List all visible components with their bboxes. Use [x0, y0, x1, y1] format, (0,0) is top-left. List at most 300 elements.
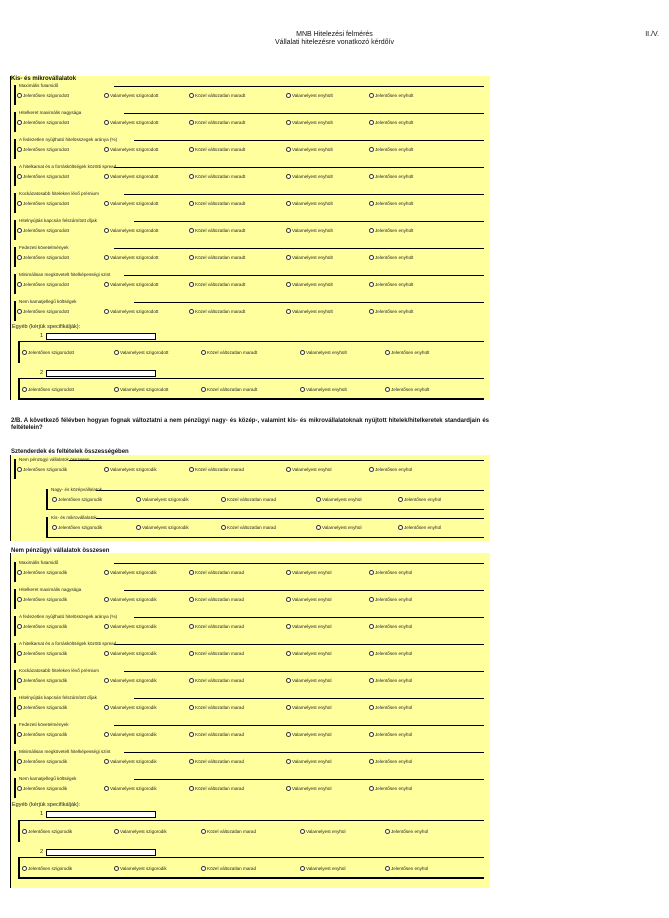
option-label: Jelentősen szigorodott	[28, 387, 74, 392]
radio-icon[interactable]	[286, 786, 291, 791]
section1-other-1-option-2[interactable]	[114, 350, 168, 355]
section3-row-4-option-3[interactable]	[189, 651, 244, 656]
radio-icon[interactable]	[369, 705, 374, 710]
section3-row-7-option-3[interactable]	[189, 732, 244, 737]
option-label: Valamelyest enyhül	[292, 597, 332, 602]
section1-row-8-option-3[interactable]	[189, 282, 245, 287]
radio-icon[interactable]	[136, 497, 141, 502]
section2-total-label: Nem pénzügyi vállalatok összesen	[19, 457, 90, 462]
section3-other-1-option-5[interactable]	[385, 829, 428, 834]
section3-other-1-option-2[interactable]	[114, 829, 167, 834]
section3-row-4-option-1[interactable]	[17, 651, 67, 656]
radio-icon[interactable]	[104, 201, 109, 206]
section1-row-1-option-4[interactable]	[286, 93, 333, 98]
radio-icon[interactable]	[385, 866, 390, 871]
radio-icon[interactable]	[286, 597, 291, 602]
section2-large-option-3[interactable]	[221, 497, 276, 502]
radio-icon[interactable]	[17, 570, 22, 575]
radio-icon[interactable]	[114, 350, 119, 355]
section3-row-3-option-1[interactable]	[17, 624, 67, 629]
section3-row-1-option-5[interactable]	[369, 570, 412, 575]
radio-icon[interactable]	[17, 786, 22, 791]
section2-large-option-4[interactable]	[316, 497, 362, 502]
section3-row	[14, 749, 484, 773]
radio-icon[interactable]	[17, 282, 22, 287]
section2-small-option-1[interactable]	[52, 525, 102, 530]
option-label: Közel változatlan maradt	[195, 228, 246, 233]
page-number: II./V.	[645, 31, 659, 38]
radio-icon[interactable]	[369, 467, 374, 472]
section1-row-9-option-5[interactable]	[369, 309, 413, 314]
radio-icon[interactable]	[22, 387, 27, 392]
section2-large-option-1[interactable]	[52, 497, 102, 502]
section1-other-2-option-5[interactable]	[385, 387, 429, 392]
section3-row-7-option-4[interactable]	[286, 732, 332, 737]
radio-icon[interactable]	[22, 866, 27, 871]
radio-icon[interactable]	[221, 497, 226, 502]
radio-icon[interactable]	[286, 147, 291, 152]
section1-row-7-option-5[interactable]	[369, 255, 413, 260]
option-label: Valamelyest szigorodott	[120, 387, 169, 392]
section3-other-2-option-2[interactable]	[114, 866, 167, 871]
section1-row-3-option-4[interactable]	[286, 147, 333, 152]
section1-row-2-option-3[interactable]	[189, 120, 245, 125]
section1-row-3-option-5[interactable]	[369, 147, 413, 152]
radio-icon[interactable]	[286, 467, 291, 472]
section1-row-3-option-1[interactable]	[17, 147, 69, 152]
option-label: Közel változatlan marad	[227, 497, 277, 502]
section3-row-label: Hitelkeret maximális nagysága	[19, 587, 82, 592]
radio-icon[interactable]	[201, 350, 206, 355]
radio-icon[interactable]	[104, 147, 109, 152]
section1-row-6-option-3[interactable]	[189, 228, 245, 233]
option-label: Valamelyest szigorodik	[120, 866, 167, 871]
radio-icon[interactable]	[136, 525, 141, 530]
section1-row-6-option-1[interactable]	[17, 228, 69, 233]
radio-icon[interactable]	[189, 309, 194, 314]
section3-row-1-option-4[interactable]	[286, 570, 332, 575]
section1-row-6-option-2[interactable]	[104, 228, 158, 233]
option-label: Jelentősen enyhül	[375, 597, 413, 602]
radio-icon[interactable]	[189, 597, 194, 602]
option-label: Valamelyest enyhül	[292, 705, 332, 710]
option-label: Jelentősen enyhült	[375, 201, 414, 206]
radio-icon[interactable]	[369, 255, 374, 260]
radio-icon[interactable]	[189, 120, 194, 125]
section3-row-5-option-4[interactable]	[286, 678, 332, 683]
radio-icon[interactable]	[17, 678, 22, 683]
section1-row-3-option-3[interactable]	[189, 147, 245, 152]
section3-other-2-option-5[interactable]	[385, 866, 428, 871]
section3-row-8-option-3[interactable]	[189, 759, 244, 764]
radio-icon[interactable]	[369, 759, 374, 764]
section3-row-6-option-1[interactable]	[17, 705, 67, 710]
radio-icon[interactable]	[114, 866, 119, 871]
radio-icon[interactable]	[286, 570, 291, 575]
radio-icon[interactable]	[286, 678, 291, 683]
radio-icon[interactable]	[189, 282, 194, 287]
radio-icon[interactable]	[369, 732, 374, 737]
section3-row-4-option-5[interactable]	[369, 651, 412, 656]
radio-icon[interactable]	[369, 201, 374, 206]
radio-icon[interactable]	[104, 120, 109, 125]
section1-row-7-option-1[interactable]	[17, 255, 69, 260]
section1-row-1-option-3[interactable]	[189, 93, 245, 98]
section3-row-6-option-4[interactable]	[286, 705, 332, 710]
section3-row-8-option-4[interactable]	[286, 759, 332, 764]
section3-row-6-option-3[interactable]	[189, 705, 244, 710]
section1-row-5-option-2[interactable]	[104, 201, 158, 206]
section1-row-4-option-4[interactable]	[286, 174, 333, 179]
radio-icon[interactable]	[189, 201, 194, 206]
section1-row-4-option-3[interactable]	[189, 174, 245, 179]
radio-icon[interactable]	[104, 570, 109, 575]
radio-icon[interactable]	[104, 93, 109, 98]
radio-icon[interactable]	[398, 497, 403, 502]
radio-icon[interactable]	[369, 570, 374, 575]
section1-row-8-option-4[interactable]	[286, 282, 333, 287]
option-label: Jelentősen enyhült	[391, 350, 430, 355]
section3-row-9-option-5[interactable]	[369, 786, 412, 791]
radio-icon[interactable]	[104, 786, 109, 791]
section1-row-7-option-3[interactable]	[189, 255, 245, 260]
radio-icon[interactable]	[114, 387, 119, 392]
section3-row-2-option-2[interactable]	[104, 597, 157, 602]
section3-row-5-option-2[interactable]	[104, 678, 157, 683]
section1-row-3-option-2[interactable]	[104, 147, 158, 152]
section3-row-9-option-1[interactable]	[17, 786, 67, 791]
section3-row-2-option-4[interactable]	[286, 597, 332, 602]
section3-row-6-option-5[interactable]	[369, 705, 412, 710]
radio-icon[interactable]	[17, 228, 22, 233]
radio-icon[interactable]	[189, 570, 194, 575]
section3-other-row-2	[18, 857, 484, 879]
section1-row-7-option-4[interactable]	[286, 255, 333, 260]
section1-row-8-option-1[interactable]	[17, 282, 69, 287]
radio-icon[interactable]	[300, 387, 305, 392]
option-label: Valamelyest enyhült	[292, 174, 333, 179]
option-label: Közel változatlan marad	[227, 525, 277, 530]
section3-other-input-2[interactable]	[46, 849, 156, 856]
section3-row-4-option-4[interactable]	[286, 651, 332, 656]
option-label: Jelentősen szigorodik	[28, 829, 73, 834]
radio-icon[interactable]	[300, 866, 305, 871]
section1-other-1-option-3[interactable]	[201, 350, 257, 355]
section1-row-9-option-2[interactable]	[104, 309, 158, 314]
radio-icon[interactable]	[104, 467, 109, 472]
radio-icon[interactable]	[286, 228, 291, 233]
section3-row-2-option-1[interactable]	[17, 597, 67, 602]
section2-title: Sztenderdek és feltételek összességében	[11, 449, 129, 455]
radio-icon[interactable]	[286, 174, 291, 179]
radio-icon[interactable]	[316, 497, 321, 502]
section3-row-8-option-5[interactable]	[369, 759, 412, 764]
radio-icon[interactable]	[221, 525, 226, 530]
section1-row-1-option-1[interactable]	[17, 93, 69, 98]
radio-icon[interactable]	[369, 174, 374, 179]
radio-icon[interactable]	[286, 309, 291, 314]
radio-icon[interactable]	[104, 651, 109, 656]
radio-icon[interactable]	[104, 759, 109, 764]
section1-row-2-option-4[interactable]	[286, 120, 333, 125]
option-label: Jelentősen enyhül	[375, 678, 413, 683]
radio-icon[interactable]	[189, 228, 194, 233]
radio-icon[interactable]	[104, 282, 109, 287]
radio-icon[interactable]	[300, 829, 305, 834]
option-label: Közel változatlan maradt	[207, 350, 258, 355]
section2-total-option-4[interactable]	[286, 467, 332, 472]
radio-icon[interactable]	[300, 350, 305, 355]
section2-total-option-3[interactable]	[189, 467, 244, 472]
radio-icon[interactable]	[201, 866, 206, 871]
option-label: Valamelyest enyhül	[292, 570, 332, 575]
option-label: Jelentősen szigorodik	[23, 570, 68, 575]
section3-row-9-option-2[interactable]	[104, 786, 157, 791]
section1-row-2-option-2[interactable]	[104, 120, 158, 125]
section1-row-5-option-4[interactable]	[286, 201, 333, 206]
section1-row-9-option-4[interactable]	[286, 309, 333, 314]
option-label: Jelentősen szigorodott	[23, 174, 69, 179]
section2-large-option-5[interactable]	[398, 497, 441, 502]
radio-icon[interactable]	[17, 93, 22, 98]
section3-other-row-1	[18, 820, 484, 842]
section1-row-9-option-1[interactable]	[17, 309, 69, 314]
section3-row-5-option-1[interactable]	[17, 678, 67, 683]
radio-icon[interactable]	[369, 93, 374, 98]
section3-row-6-option-2[interactable]	[104, 705, 157, 710]
section3-other-1-option-3[interactable]	[201, 829, 256, 834]
radio-icon[interactable]	[286, 732, 291, 737]
option-label: Jelentősen szigorodik	[23, 759, 68, 764]
radio-icon[interactable]	[369, 147, 374, 152]
section3-row-5-option-3[interactable]	[189, 678, 244, 683]
section3-row	[14, 587, 484, 611]
radio-icon[interactable]	[316, 525, 321, 530]
section1-row-6-option-4[interactable]	[286, 228, 333, 233]
radio-icon[interactable]	[189, 255, 194, 260]
section3-row-8-option-2[interactable]	[104, 759, 157, 764]
radio-icon[interactable]	[104, 255, 109, 260]
section3-row-1-option-2[interactable]	[104, 570, 157, 575]
radio-icon[interactable]	[17, 147, 22, 152]
section1-other-2-option-1[interactable]	[22, 387, 74, 392]
section1-row-6-option-5[interactable]	[369, 228, 413, 233]
radio-icon[interactable]	[286, 93, 291, 98]
radio-icon[interactable]	[17, 759, 22, 764]
section1-row-7-option-2[interactable]	[104, 255, 158, 260]
radio-icon[interactable]	[369, 651, 374, 656]
radio-icon[interactable]	[52, 497, 57, 502]
radio-icon[interactable]	[286, 651, 291, 656]
section3-other-input-1[interactable]	[46, 811, 156, 818]
radio-icon[interactable]	[114, 829, 119, 834]
section3-row-5-option-5[interactable]	[369, 678, 412, 683]
section1-row	[14, 83, 484, 107]
section1-row-4-option-1[interactable]	[17, 174, 69, 179]
section3-other-1-option-4[interactable]	[300, 829, 346, 834]
section3-row-7-option-2[interactable]	[104, 732, 157, 737]
radio-icon[interactable]	[52, 525, 57, 530]
section2-total-option-5[interactable]	[369, 467, 412, 472]
section1-row-9-option-3[interactable]	[189, 309, 245, 314]
section1-row-2-option-5[interactable]	[369, 120, 413, 125]
section1-row-2-option-1[interactable]	[17, 120, 69, 125]
radio-icon[interactable]	[17, 255, 22, 260]
section3-row-2-option-3[interactable]	[189, 597, 244, 602]
section2-small-option-3[interactable]	[221, 525, 276, 530]
radio-icon[interactable]	[189, 705, 194, 710]
option-label: Valamelyest szigorodott	[110, 201, 159, 206]
option-label: Jelentősen szigorodik	[28, 866, 73, 871]
section3-other-label: Egyéb (kérjük specifikálják):	[12, 802, 81, 808]
radio-icon[interactable]	[189, 93, 194, 98]
section3-row-3-option-5[interactable]	[369, 624, 412, 629]
section1-row-4-option-2[interactable]	[104, 174, 158, 179]
section1-other-2-option-3[interactable]	[201, 387, 257, 392]
section3-row	[14, 560, 484, 584]
radio-icon[interactable]	[17, 201, 22, 206]
section3-row-4-option-2[interactable]	[104, 651, 157, 656]
section2-large-option-2[interactable]	[136, 497, 189, 502]
radio-icon[interactable]	[286, 201, 291, 206]
section1-other-1-option-1[interactable]	[22, 350, 74, 355]
radio-icon[interactable]	[385, 350, 390, 355]
radio-icon[interactable]	[286, 705, 291, 710]
radio-icon[interactable]	[17, 624, 22, 629]
section1-other-2-option-4[interactable]	[300, 387, 347, 392]
radio-icon[interactable]	[189, 651, 194, 656]
section1-row-1-option-2[interactable]	[104, 93, 158, 98]
radio-icon[interactable]	[201, 387, 206, 392]
radio-icon[interactable]	[17, 705, 22, 710]
section3-other-1-option-1[interactable]	[22, 829, 72, 834]
section3-row-1-option-3[interactable]	[189, 570, 244, 575]
section3-row-8-option-1[interactable]	[17, 759, 67, 764]
section3-row-3-option-2[interactable]	[104, 624, 157, 629]
section1-row-1-option-5[interactable]	[369, 93, 413, 98]
section1-other-row-1	[18, 341, 484, 363]
section1-other-2-option-2[interactable]	[114, 387, 168, 392]
radio-icon[interactable]	[369, 282, 374, 287]
radio-icon[interactable]	[369, 624, 374, 629]
section1-other-1-option-5[interactable]	[385, 350, 429, 355]
option-label: Közel változatlan marad	[207, 829, 257, 834]
section2-total-option-2[interactable]	[104, 467, 157, 472]
section1-other-input-1[interactable]	[46, 333, 156, 340]
radio-icon[interactable]	[17, 467, 22, 472]
section1-row-4-option-5[interactable]	[369, 174, 413, 179]
option-label: Valamelyest szigorodik	[142, 497, 189, 502]
section2-small-option-4[interactable]	[316, 525, 362, 530]
radio-icon[interactable]	[369, 597, 374, 602]
section1-row-5-option-3[interactable]	[189, 201, 245, 206]
radio-icon[interactable]	[189, 678, 194, 683]
radio-icon[interactable]	[104, 597, 109, 602]
section2-total-option-1[interactable]	[17, 467, 67, 472]
section1-row-5-option-1[interactable]	[17, 201, 69, 206]
radio-icon[interactable]	[286, 255, 291, 260]
section3-other-2-option-3[interactable]	[201, 866, 256, 871]
section1-row-label: Hitelkeret maximális nagysága	[19, 110, 82, 115]
section1-row-5-option-5[interactable]	[369, 201, 413, 206]
radio-icon[interactable]	[369, 786, 374, 791]
radio-icon[interactable]	[22, 350, 27, 355]
section3-row-9-option-4[interactable]	[286, 786, 332, 791]
option-label: Valamelyest enyhül	[322, 497, 362, 502]
radio-icon[interactable]	[104, 228, 109, 233]
section3-other-2-option-4[interactable]	[300, 866, 346, 871]
radio-icon[interactable]	[22, 829, 27, 834]
section1-row-8-option-2[interactable]	[104, 282, 158, 287]
radio-icon[interactable]	[286, 624, 291, 629]
section1-other-1-option-4[interactable]	[300, 350, 347, 355]
section2-small-option-5[interactable]	[398, 525, 441, 530]
radio-icon[interactable]	[189, 624, 194, 629]
radio-icon[interactable]	[104, 309, 109, 314]
section2-total-row	[14, 457, 484, 481]
radio-icon[interactable]	[369, 309, 374, 314]
radio-icon[interactable]	[17, 309, 22, 314]
radio-icon[interactable]	[385, 829, 390, 834]
section3-row-9-option-3[interactable]	[189, 786, 244, 791]
radio-icon[interactable]	[286, 120, 291, 125]
radio-icon[interactable]	[17, 651, 22, 656]
radio-icon[interactable]	[104, 678, 109, 683]
radio-icon[interactable]	[189, 467, 194, 472]
option-label: Valamelyest szigorodott	[110, 93, 159, 98]
section3-row-3-option-3[interactable]	[189, 624, 244, 629]
radio-icon[interactable]	[201, 829, 206, 834]
section1-other-input-2[interactable]	[46, 370, 156, 377]
radio-icon[interactable]	[17, 597, 22, 602]
radio-icon[interactable]	[189, 174, 194, 179]
radio-icon[interactable]	[286, 282, 291, 287]
radio-icon[interactable]	[385, 387, 390, 392]
section3-other-2-option-1[interactable]	[22, 866, 72, 871]
radio-icon[interactable]	[17, 732, 22, 737]
radio-icon[interactable]	[189, 147, 194, 152]
option-label: Valamelyest enyhül	[306, 866, 346, 871]
option-label: Jelentősen enyhült	[375, 309, 414, 314]
radio-icon[interactable]	[17, 120, 22, 125]
radio-icon[interactable]	[369, 120, 374, 125]
section1-row-8-option-5[interactable]	[369, 282, 413, 287]
option-label: Valamelyest szigorodott	[110, 309, 159, 314]
radio-icon[interactable]	[398, 525, 403, 530]
radio-icon[interactable]	[286, 759, 291, 764]
section3-row-1-option-1[interactable]	[17, 570, 67, 575]
option-label: Jelentősen enyhül	[375, 467, 413, 472]
radio-icon[interactable]	[104, 624, 109, 629]
radio-icon[interactable]	[369, 678, 374, 683]
radio-icon[interactable]	[189, 786, 194, 791]
radio-icon[interactable]	[189, 759, 194, 764]
section1-row-label: Nem kamatjellegű költségek	[19, 299, 77, 304]
radio-icon[interactable]	[17, 174, 22, 179]
radio-icon[interactable]	[104, 174, 109, 179]
radio-icon[interactable]	[104, 732, 109, 737]
option-label: Jelentősen szigorodott	[23, 228, 69, 233]
section3-row-3-option-4[interactable]	[286, 624, 332, 629]
radio-icon[interactable]	[104, 705, 109, 710]
section3-row-2-option-5[interactable]	[369, 597, 412, 602]
section2-small-option-2[interactable]	[136, 525, 189, 530]
radio-icon[interactable]	[369, 228, 374, 233]
section3-row-7-option-5[interactable]	[369, 732, 412, 737]
radio-icon[interactable]	[189, 732, 194, 737]
section3-row-7-option-1[interactable]	[17, 732, 67, 737]
option-label: Jelentősen enyhült	[375, 282, 414, 287]
